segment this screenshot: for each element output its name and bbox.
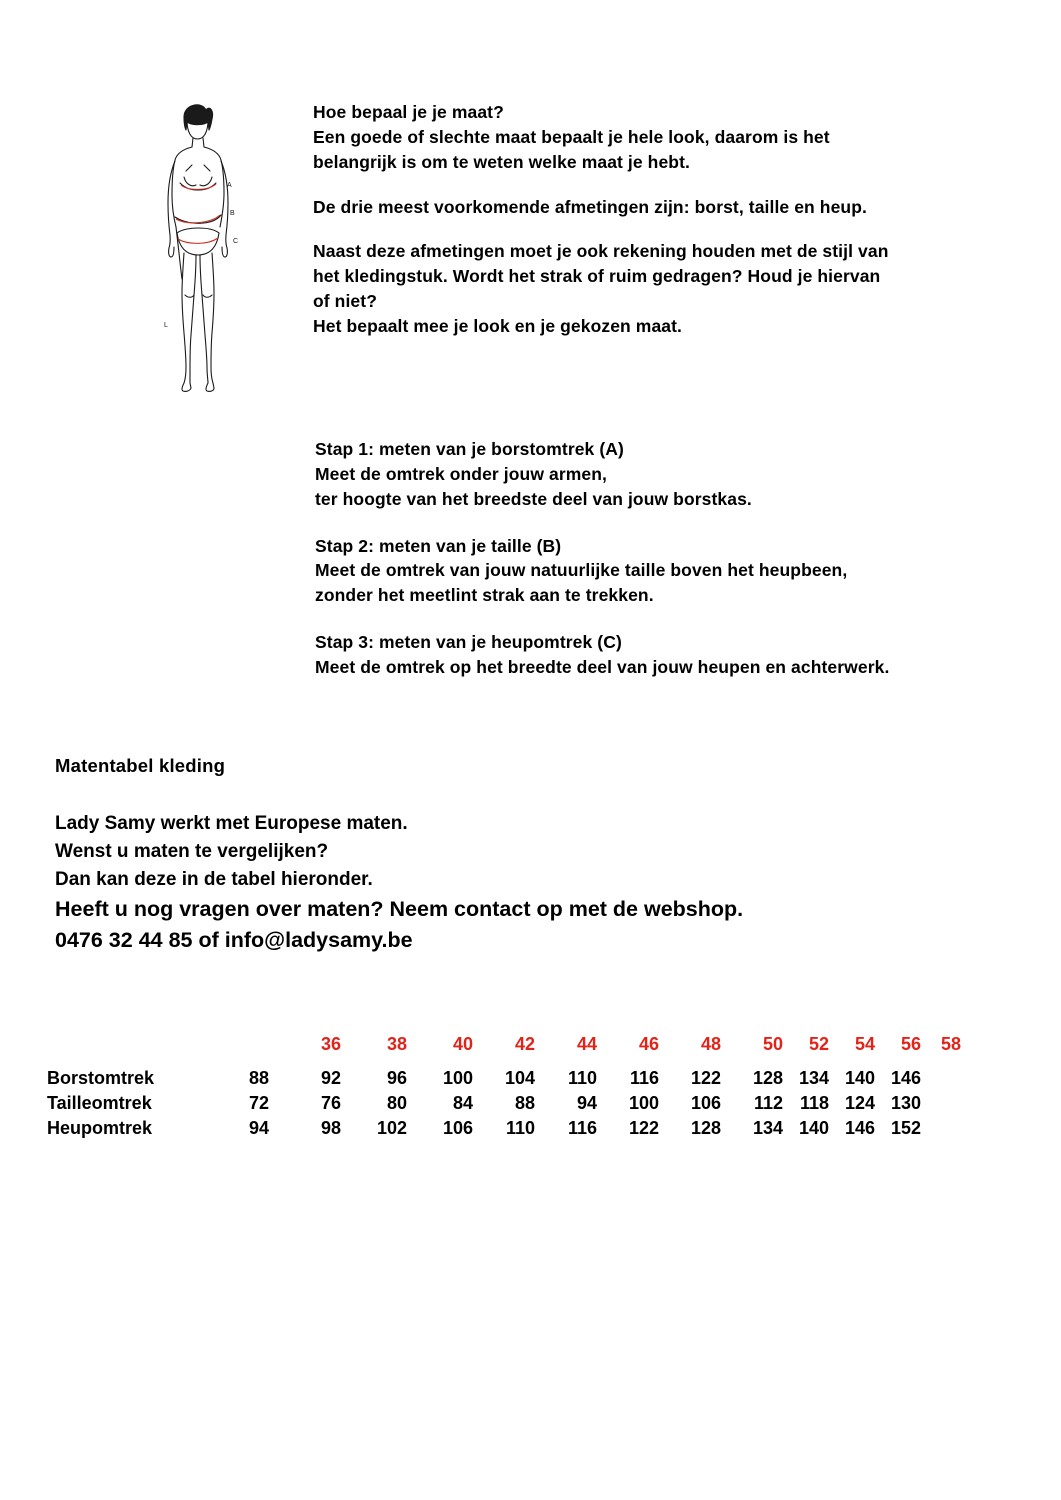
waist-value-10: 124 <box>844 1093 875 1113</box>
intro-line-6: het kledingstuk. Wordt het strak of ruim gedragen? Houd je hiervan <box>313 266 881 287</box>
table-row <box>47 1066 961 1091</box>
intro-text-block <box>313 100 1033 339</box>
measure-steps-block <box>315 437 1035 680</box>
hip-value-7: 128 <box>690 1118 721 1138</box>
intro-line-5: Naast deze afmetingen moet je ook rekening houden met de stijl van <box>313 241 889 262</box>
intro-line-2: Een goede of slechte maat bepaalt je hele look, daarom is het <box>313 126 830 147</box>
step-2 <box>315 534 1035 609</box>
waist-value-8: 112 <box>753 1093 783 1113</box>
header-size-48: 48 <box>700 1033 721 1054</box>
waist-value-1: 76 <box>320 1093 341 1113</box>
step-2-title: Stap 2: meten van je taille (B) <box>315 535 562 556</box>
hip-value-3: 106 <box>442 1118 473 1138</box>
waist-value-11: 130 <box>890 1093 921 1113</box>
intro-line-4: De drie meest voorkomende afmetingen zijn: borst, taille en heup. <box>313 196 867 217</box>
row-label-hip: Heupomtrek <box>47 1118 153 1138</box>
step-3-line-1: Meet de omtrek op het breedte deel van jouw heupen en achterwerk. <box>315 656 890 677</box>
info-line-3: Dan kan deze in de tabel hieronder. <box>55 868 373 890</box>
info-line-2: Wenst u maten te vergelijken? <box>55 840 329 862</box>
header-size-50: 50 <box>762 1033 783 1054</box>
hip-value-2: 102 <box>376 1118 407 1138</box>
waist-value-9: 118 <box>799 1093 829 1113</box>
step-1-line-1: Meet de omtrek onder jouw armen, <box>315 463 608 484</box>
body-figure-illustration <box>148 95 258 400</box>
header-size-56: 56 <box>900 1033 921 1054</box>
figure-label-l: L <box>164 322 168 329</box>
row-label-bust: Borstomtrek <box>47 1068 155 1088</box>
header-size-42: 42 <box>514 1033 535 1054</box>
step-1 <box>315 437 1035 512</box>
intro-line-3: belangrijk is om te weten welke maat je hebt. <box>313 151 690 172</box>
bust-value-10: 140 <box>844 1068 875 1088</box>
intro-line-8: Het bepaalt mee je look en je gekozen maat. <box>313 315 683 336</box>
bust-value-3: 100 <box>442 1068 473 1088</box>
hip-value-1: 98 <box>320 1118 341 1138</box>
bust-value-7: 122 <box>690 1068 721 1088</box>
figure-label-c: C <box>233 238 239 245</box>
header-blank-base <box>209 1022 269 1066</box>
step-1-title: Stap 1: meten van je borstomtrek (A) <box>315 439 624 459</box>
bust-value-11: 146 <box>890 1068 921 1088</box>
intro-paragraph-1 <box>313 100 1033 175</box>
hip-value-9: 140 <box>798 1118 829 1138</box>
waist-value-7: 106 <box>690 1093 721 1113</box>
waist-value-6: 100 <box>628 1093 659 1113</box>
hip-value-4: 110 <box>505 1118 535 1138</box>
hip-value-11: 152 <box>890 1118 921 1138</box>
bust-value-6: 116 <box>629 1068 659 1088</box>
bust-value-9: 134 <box>798 1068 829 1088</box>
header-size-52: 52 <box>808 1033 829 1054</box>
info-line-4: Heeft u nog vragen over maten? Neem contact op met de webshop. <box>55 896 744 921</box>
header-size-44: 44 <box>576 1033 597 1054</box>
waist-value-2: 80 <box>386 1093 407 1113</box>
contact-details: 0476 32 44 85 of info@ladysamy.be <box>55 928 413 953</box>
header-size-58: 58 <box>940 1033 961 1054</box>
waist-value-4: 88 <box>514 1093 535 1113</box>
header-size-38: 38 <box>386 1033 407 1054</box>
waist-value-5: 94 <box>576 1093 597 1113</box>
step-2-line-2: zonder het meetlint strak aan te trekken. <box>315 585 654 606</box>
header-size-36: 36 <box>320 1033 341 1054</box>
table-row <box>47 1091 961 1116</box>
hip-value-12 <box>921 1116 961 1141</box>
intro-paragraph-3 <box>313 239 1033 338</box>
hip-value-6: 122 <box>628 1118 659 1138</box>
bust-value-12 <box>921 1066 961 1091</box>
hip-value-8: 134 <box>752 1118 783 1138</box>
waist-value-12 <box>921 1091 961 1116</box>
size-table-header-row <box>47 1022 961 1066</box>
step-3-title: Stap 3: meten van je heupomtrek (C) <box>315 632 622 653</box>
step-1-line-2: ter hoogte van het breedste deel van jouw borstkas. <box>315 488 752 509</box>
step-2-line-1: Meet de omtrek van jouw natuurlijke taille boven het heupbeen, <box>315 560 848 581</box>
header-blank-label <box>47 1022 209 1066</box>
intro-line-7: of niet? <box>313 291 377 312</box>
row-label-waist: Tailleomtrek <box>47 1093 152 1113</box>
info-line-1: Lady Samy werkt met Europese maten. <box>55 813 408 834</box>
bust-value-2: 96 <box>386 1068 407 1088</box>
figure-label-a: A <box>227 182 232 189</box>
bust-value-8: 128 <box>752 1068 783 1088</box>
table-row <box>47 1116 961 1141</box>
header-size-46: 46 <box>638 1033 659 1054</box>
intro-paragraph-2 <box>313 195 1033 220</box>
header-size-40: 40 <box>452 1033 473 1054</box>
hip-value-5: 116 <box>567 1118 597 1138</box>
intro-heading-line: Hoe bepaal je je maat? <box>313 102 504 122</box>
hip-value-0: 94 <box>248 1118 269 1138</box>
contact-info-block <box>55 810 955 957</box>
figure-label-b: B <box>230 210 235 217</box>
bust-value-0: 88 <box>248 1068 269 1088</box>
header-size-54: 54 <box>854 1033 875 1054</box>
size-table-wrapper <box>47 1022 1007 1141</box>
page-title: Matentabel kleding <box>55 755 226 776</box>
bust-value-4: 104 <box>504 1068 535 1088</box>
bust-value-1: 92 <box>320 1068 341 1088</box>
waist-value-3: 84 <box>452 1093 473 1113</box>
hip-value-10: 146 <box>844 1118 875 1138</box>
bust-value-5: 110 <box>567 1068 597 1088</box>
step-3 <box>315 630 1035 680</box>
waist-value-0: 72 <box>248 1093 269 1113</box>
size-table <box>47 1022 961 1141</box>
